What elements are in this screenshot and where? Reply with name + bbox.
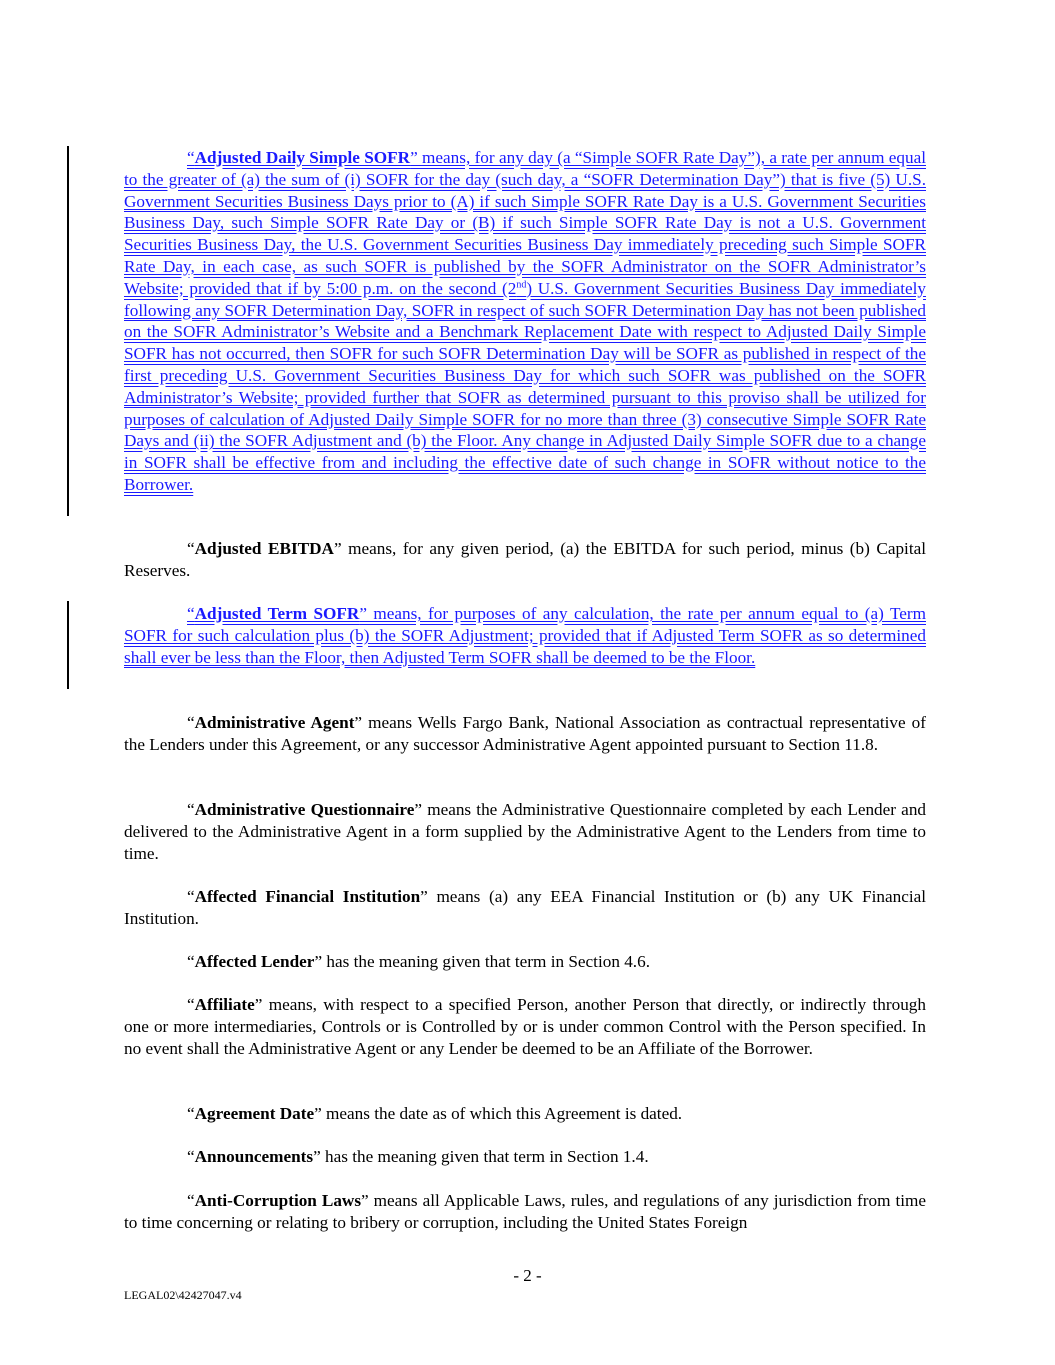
definition-affiliate: “Affiliate” means, with respect to a specified Person, another Person that directly, or indirectly through one or more intermediaries, Controls or is Controlled by or is under common Control with the Person specified. In no event shall the Administrative Agent or any Lender be deemed to be an Affiliate of the Borrower.: [124, 995, 926, 1058]
defined-term: Announcements: [194, 1147, 314, 1166]
definition-adjusted-ebitda: “Adjusted EBITDA” means, for any given period, (a) the EBITDA for such period, minus (b) Capital Reserves.: [124, 539, 927, 580]
definition-adjusted-daily-simple-sofr: “Adjusted Daily Simple SOFR” means, for any day (a “Simple SOFR Rate Day”), a rate per annum equal to the greater of (a) the sum of (i) SOFR for the day (such day, a “SOFR Determination Day”) that is five (5) U.S. Government Securities Business Days prior to (A) if such Simple SOFR Rate Day is a U.S. Government Securities Business Day, such Simple SOFR Rate Day or (B) if such Simple SOFR Rate Day is not a U.S. Government Securities Business Day, the U.S. Government Securities Business Day immediately preceding such Simple SOFR Rate Day, in each case, as such SOFR is published by the SOFR Administrator on the SOFR Administrator’s Website; provided that if by 5:00 p.m. on the second (2nd) U.S. Government Securities Business Day immediately following any SOFR Determination Day, SOFR in respect of such SOFR Determination Day has not been published on the SOFR Administrator’s Website and a Benchmark Replacement Date with respect to Adjusted Daily Simple SOFR has not occurred, then SOFR for such SOFR Determination Day will be SOFR as published in respect of the first preceding U.S. Government Securities Business Day for which such SOFR was published on the SOFR Administrator’s Website; provided further that SOFR as determined pursuant to this proviso shall be utilized for purposes of calculation of Adjusted Daily Simple SOFR for no more than three (3) consecutive Simple SOFR Rate Days and (ii) the SOFR Adjustment and (b) the Floor. Any change in Adjusted Daily Simple SOFR due to a change in SOFR shall be effective from and including the effective date of such change in SOFR without notice to the Borrower.: [124, 148, 926, 494]
defined-term: Affiliate: [194, 995, 255, 1014]
definition-administrative-questionnaire: “Administrative Questionnaire” means the Administrative Questionnaire completed by each Lender and delivered to the Administrative Agent in a form supplied by the Administrative Agent to the Lenders from time to time.: [124, 800, 927, 863]
defined-term: Administrative Questionnaire: [194, 800, 415, 819]
change-bar: [67, 601, 69, 689]
definition-adjusted-term-sofr: “Adjusted Term SOFR” means, for purposes of any calculation, the rate per annum equal to (a) Term SOFR for such calculation plus (b) the SOFR Adjustment; provided that if Adjusted Term SOFR as so determined shall ever be less than the Floor, then Adjusted Term SOFR shall be deemed to be the Floor.: [124, 604, 926, 667]
definition-agreement-date: “Agreement Date” means the date as of which this Agreement is dated.: [187, 1104, 683, 1123]
defined-term: Adjusted EBITDA: [194, 539, 334, 558]
definition-affected-lender: “Affected Lender” has the meaning given that term in Section 4.6.: [187, 952, 650, 971]
defined-term: Affected Lender: [194, 952, 315, 971]
defined-term: Agreement Date: [194, 1104, 315, 1123]
defined-term: Administrative Agent: [194, 713, 355, 732]
defined-term: Affected Financial Institution: [194, 887, 421, 906]
defined-term: Anti-Corruption Laws: [194, 1191, 362, 1210]
definition-administrative-agent: “Administrative Agent” means Wells Fargo Bank, National Association as contractual representative of the Lenders under this Agreement, or any successor Administrative Agent appointed pursuant to Section 11.8.: [124, 713, 926, 754]
definition-affected-financial-institution: “Affected Financial Institution” means (a) any EEA Financial Institution or (b) any UK Financial Institution.: [124, 887, 926, 928]
change-bar: [67, 146, 69, 516]
page-number: - 2 -: [513, 1266, 542, 1285]
definition-anti-corruption-laws: “Anti-Corruption Laws” means all Applicable Laws, rules, and regulations of any jurisdiction from time to time concerning or relating to bribery or corruption, including the United States Foreign: [124, 1191, 926, 1232]
defined-term: Adjusted Term SOFR: [194, 604, 360, 623]
document-id: LEGAL02\42427047.v4: [124, 1288, 242, 1302]
definition-announcements: “Announcements” has the meaning given that term in Section 1.4.: [187, 1147, 649, 1166]
defined-term: Adjusted Daily Simple SOFR: [194, 148, 411, 167]
